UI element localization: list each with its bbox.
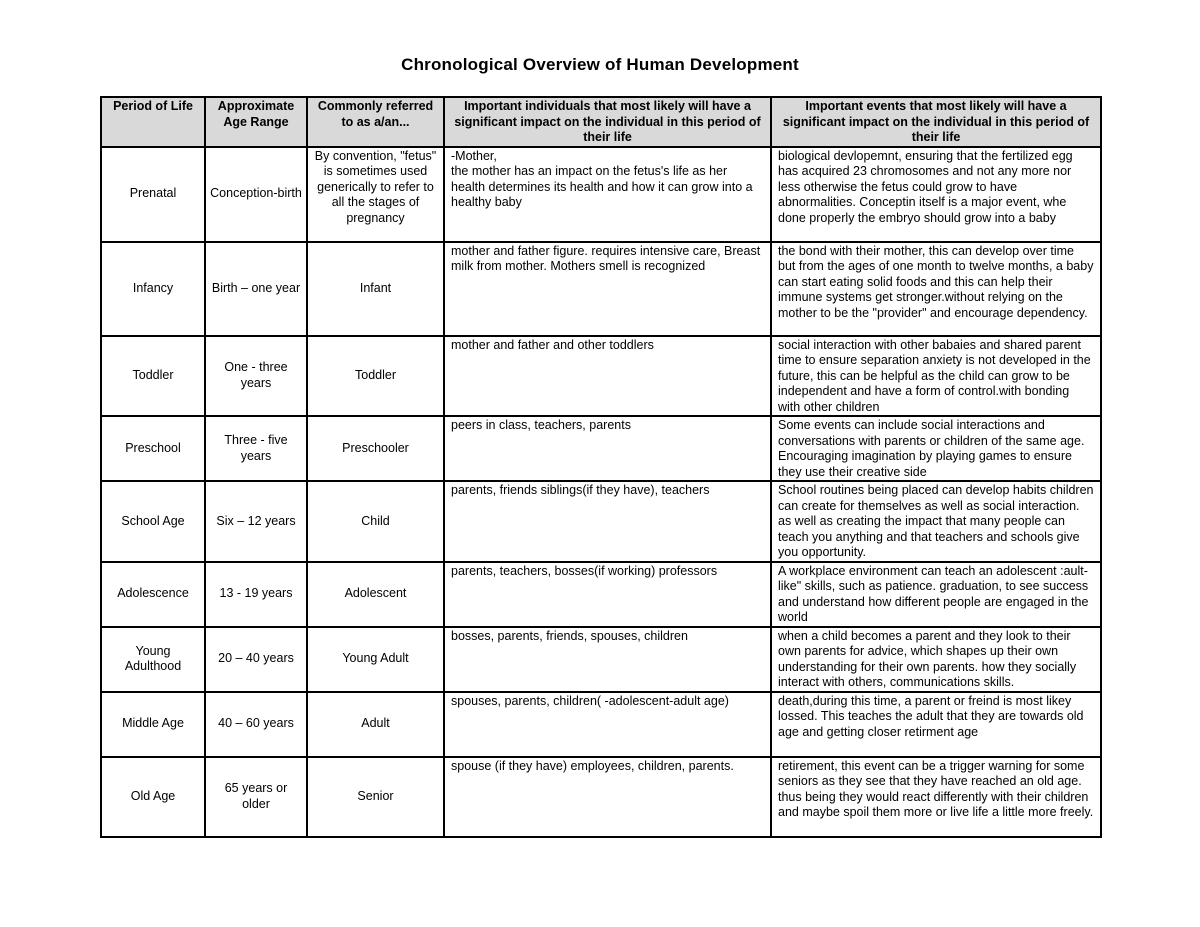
period-cell: Young Adulthood <box>101 627 205 692</box>
period-cell: Toddler <box>101 336 205 417</box>
age-cell: Six – 12 years <box>205 481 307 562</box>
age-cell: Birth – one year <box>205 242 307 336</box>
events-cell: death,during this time, a parent or freind is most likey lossed. This teaches the adult that they are towards old age and getting closer retirment age <box>771 692 1101 757</box>
events-cell: social interaction with other babaies and shared parent time to ensure separation anxiety is not developed in the future, this can be helpful as the child can grow to be independent and have a form of control.with bonding with other children <box>771 336 1101 417</box>
period-cell: Old Age <box>101 757 205 837</box>
table-row <box>101 627 1101 692</box>
events-cell: when a child becomes a parent and they look to their own parents for advice, which shapes up their own understanding for their own parents. how they socially interact with others, communications skills. <box>771 627 1101 692</box>
events-cell: Some events can include social interactions and conversations with parents or children of the same age. Encouraging imagination by playing games to ensure they use their creative side <box>771 416 1101 481</box>
individuals-cell: spouse (if they have) employees, children, parents. <box>444 757 771 837</box>
age-cell: One - three years <box>205 336 307 417</box>
events-cell: A workplace environment can teach an adolescent :ault-like" skills, such as patience. graduation, to see success and understand how different people are engaged in the world <box>771 562 1101 627</box>
term-cell: Adult <box>307 692 444 757</box>
individuals-cell: mother and father figure. requires intensive care, Breast milk from mother. Mothers smell is recognized <box>444 242 771 336</box>
period-cell: Middle Age <box>101 692 205 757</box>
individuals-cell: bosses, parents, friends, spouses, children <box>444 627 771 692</box>
period-cell: Prenatal <box>101 147 205 242</box>
individuals-cell: parents, friends siblings(if they have), teachers <box>444 481 771 562</box>
table-row <box>101 416 1101 481</box>
header-period: Period of Life <box>101 97 205 147</box>
individuals-cell: -Mother, the mother has an impact on the fetus's life as her health determines its health and how it can grow into a healthy baby <box>444 147 771 242</box>
individuals-cell: mother and father and other toddlers <box>444 336 771 417</box>
term-cell: Infant <box>307 242 444 336</box>
table-row <box>101 692 1101 757</box>
development-table <box>100 96 1102 838</box>
period-cell: School Age <box>101 481 205 562</box>
individuals-cell: peers in class, teachers, parents <box>444 416 771 481</box>
table-row <box>101 562 1101 627</box>
table-row <box>101 336 1101 417</box>
header-term: Commonly referred to as a/an... <box>307 97 444 147</box>
age-cell: Conception-birth <box>205 147 307 242</box>
header-age-range: Approximate Age Range <box>205 97 307 147</box>
age-cell: 40 – 60 years <box>205 692 307 757</box>
events-cell: the bond with their mother, this can develop over time but from the ages of one month to twelve months, a baby can start eating solid foods and this can help their immune systems get stronger.without relying on the mother to be the "provider" and encourage dependency. <box>771 242 1101 336</box>
period-cell: Adolescence <box>101 562 205 627</box>
document-title: Chronological Overview of Human Development <box>401 55 799 74</box>
events-cell: School routines being placed can develop habits children can create for themselves as well as social interaction. as well as creating the impact that many people can teach you anything and that teachers and schools give you opportunity. <box>771 481 1101 562</box>
age-cell: Three - five years <box>205 416 307 481</box>
age-cell: 13 - 19 years <box>205 562 307 627</box>
term-cell: Senior <box>307 757 444 837</box>
events-cell: retirement, this event can be a trigger warning for some seniors as they see that they have reached an old age. thus being they would react differently with their children and maybe spoil them more or live life a little more freely. <box>771 757 1101 837</box>
period-cell: Preschool <box>101 416 205 481</box>
header-row <box>101 97 1101 147</box>
table-row <box>101 757 1101 837</box>
table-row <box>101 147 1101 242</box>
age-cell: 65 years or older <box>205 757 307 837</box>
term-cell: Preschooler <box>307 416 444 481</box>
individuals-cell: parents, teachers, bosses(if working) professors <box>444 562 771 627</box>
events-cell: biological devlopemnt, ensuring that the fertilized egg has acquired 23 chromosomes and not any more nor less otherwise the fetus could grow to have abnormalities. Conceptin itself is a major event, whe done properly the embryo should grow into a baby <box>771 147 1101 242</box>
header-individuals: Important individuals that most likely will have a significant impact on the individual in this period of their life <box>444 97 771 147</box>
individuals-cell: spouses, parents, children( -adolescent-adult age) <box>444 692 771 757</box>
term-cell: Toddler <box>307 336 444 417</box>
age-cell: 20 – 40 years <box>205 627 307 692</box>
period-cell: Infancy <box>101 242 205 336</box>
header-events: Important events that most likely will have a significant impact on the individual in this period of their life <box>771 97 1101 147</box>
table-row <box>101 481 1101 562</box>
term-cell: Young Adult <box>307 627 444 692</box>
term-cell: Adolescent <box>307 562 444 627</box>
term-cell: By convention, "fetus" is sometimes used generically to refer to all the stages of pregnancy <box>307 147 444 242</box>
table-row <box>101 242 1101 336</box>
term-cell: Child <box>307 481 444 562</box>
